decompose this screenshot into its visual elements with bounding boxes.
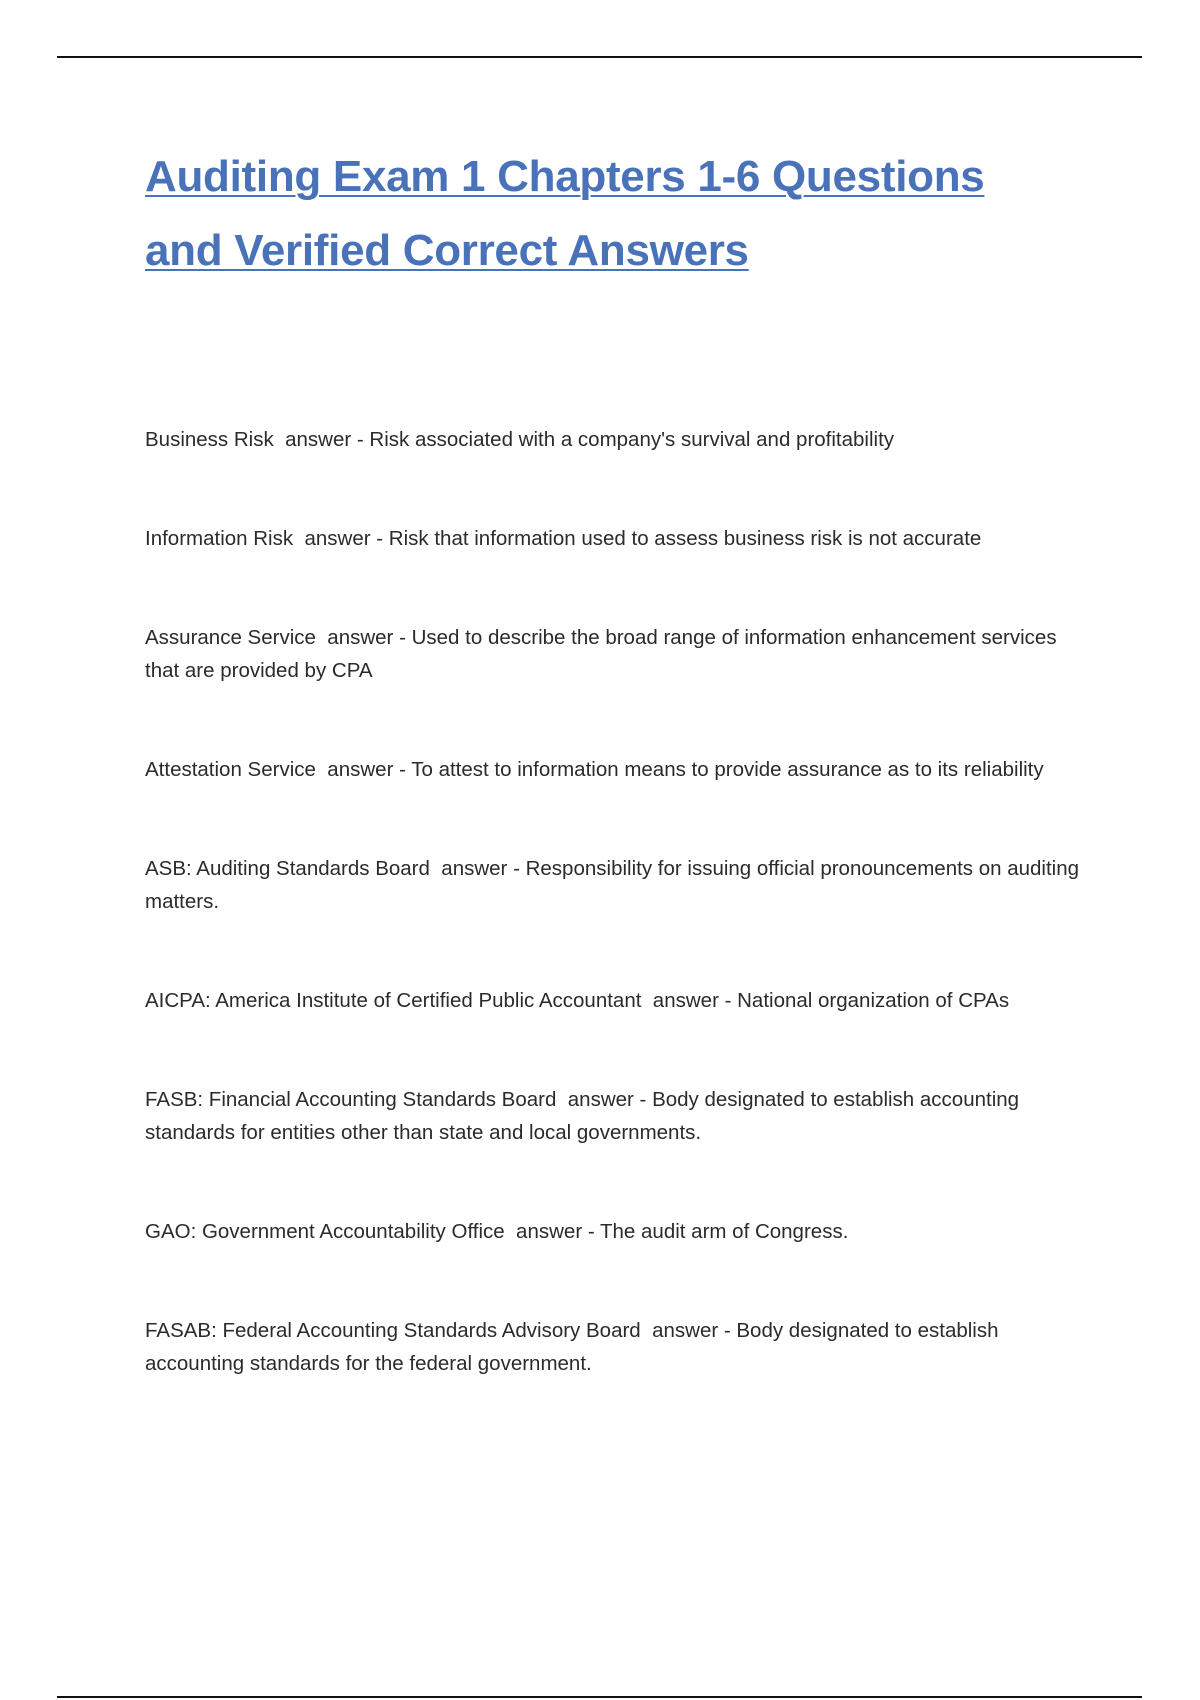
document-title-line-1: Auditing Exam 1 Chapters 1-6 Questions	[145, 152, 985, 201]
qa-item: Business Risk answer - Risk associated with a company's survival and profitability	[145, 428, 895, 451]
qa-item: AICPA: America Institute of Certified Public Accountant answer - National organization of CPAs	[145, 989, 1010, 1012]
footer-rule	[57, 1696, 1142, 1698]
qa-list	[145, 423, 1095, 1380]
qa-item: Assurance Service answer - Used to describe the broad range of information enhancement services that are provided by CPA	[145, 626, 1063, 682]
qa-item: ASB: Auditing Standards Board answer - Responsibility for issuing official pronouncements on auditing matters.	[145, 857, 1085, 913]
document-title	[145, 140, 1095, 288]
qa-item: GAO: Government Accountability Office answer - The audit arm of Congress.	[145, 1220, 849, 1243]
document-title-line-2: and Verified Correct Answers	[145, 226, 749, 275]
document-body	[145, 140, 1095, 1380]
qa-item: FASAB: Federal Accounting Standards Advisory Board answer - Body designated to establish accounting standards for the federal government.	[145, 1319, 1005, 1375]
qa-item: Information Risk answer - Risk that information used to assess business risk is not accurate	[145, 527, 982, 550]
header-rule	[57, 56, 1142, 58]
qa-item: Attestation Service answer - To attest to information means to provide assurance as to its reliability	[145, 758, 1044, 781]
qa-item: FASB: Financial Accounting Standards Board answer - Body designated to establish accounting standards for entities other than state and local governments.	[145, 1088, 1025, 1144]
